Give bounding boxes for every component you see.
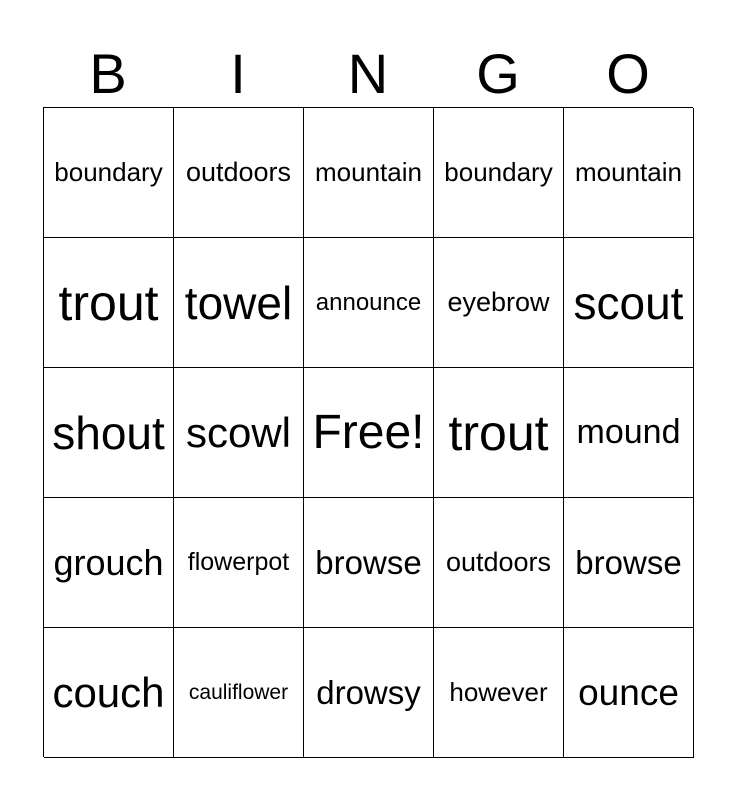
bingo-cell[interactable] — [564, 108, 694, 238]
cell-text: browse — [315, 543, 422, 581]
cell-text: boundary — [444, 157, 553, 187]
cell-text: however — [449, 677, 548, 707]
cell-text: Free! — [312, 406, 425, 459]
header-letter-o: O — [606, 42, 650, 105]
bingo-cell[interactable] — [564, 628, 694, 758]
bingo-cell[interactable] — [174, 498, 304, 628]
cell-text: scout — [573, 276, 684, 329]
cell-text: announce — [315, 288, 422, 316]
bingo-cell free-space[interactable] — [304, 368, 434, 498]
cell-text: grouch — [53, 541, 164, 583]
bingo-cell[interactable] — [174, 108, 304, 238]
bingo-cell[interactable] — [174, 238, 304, 368]
cell-text: mountain — [575, 157, 682, 187]
cell-text: towel — [184, 276, 293, 329]
cell-text: cauliflower — [188, 680, 289, 704]
bingo-cell[interactable] — [434, 368, 564, 498]
bingo-cell[interactable] — [44, 238, 174, 368]
bingo-cell[interactable] — [304, 628, 434, 758]
header-letter-b: B — [89, 42, 127, 105]
cell-text: outdoors — [445, 547, 552, 577]
bingo-cell[interactable] — [304, 498, 434, 628]
cell-text: trout — [58, 274, 159, 331]
header-letter-n: N — [347, 42, 389, 105]
cell-text: ounce — [578, 671, 679, 713]
cell-text: outdoors — [185, 157, 292, 187]
bingo-board — [43, 107, 693, 757]
bingo-cell[interactable] — [44, 628, 174, 758]
cell-text: mountain — [315, 157, 422, 187]
cell-text: browse — [575, 543, 682, 581]
cell-text: drowsy — [316, 673, 421, 711]
bingo-cell[interactable] — [434, 498, 564, 628]
cell-text: shout — [52, 406, 165, 459]
cell-text: eyebrow — [447, 287, 550, 317]
bingo-cell[interactable] — [44, 108, 174, 238]
bingo-cell[interactable] — [434, 108, 564, 238]
bingo-cell[interactable] — [564, 238, 694, 368]
bingo-cell[interactable] — [174, 628, 304, 758]
bingo-cell[interactable] — [564, 498, 694, 628]
bingo-cell[interactable] — [434, 238, 564, 368]
bingo-cell[interactable] — [564, 368, 694, 498]
cell-text: flowerpot — [187, 548, 290, 576]
bingo-cell[interactable] — [304, 108, 434, 238]
cell-text: trout — [448, 404, 549, 461]
bingo-cell[interactable] — [44, 368, 174, 498]
bingo-cell[interactable] — [174, 368, 304, 498]
cell-text: scowl — [185, 408, 292, 456]
cell-text: couch — [52, 668, 165, 716]
cell-text: mound — [576, 413, 681, 451]
bingo-header — [43, 40, 693, 108]
header-letter-i: I — [230, 42, 246, 105]
bingo-cell[interactable] — [44, 498, 174, 628]
header-letter-g: G — [476, 42, 520, 105]
bingo-cell[interactable] — [434, 628, 564, 758]
bingo-cell[interactable] — [304, 238, 434, 368]
cell-text: boundary — [54, 157, 163, 187]
